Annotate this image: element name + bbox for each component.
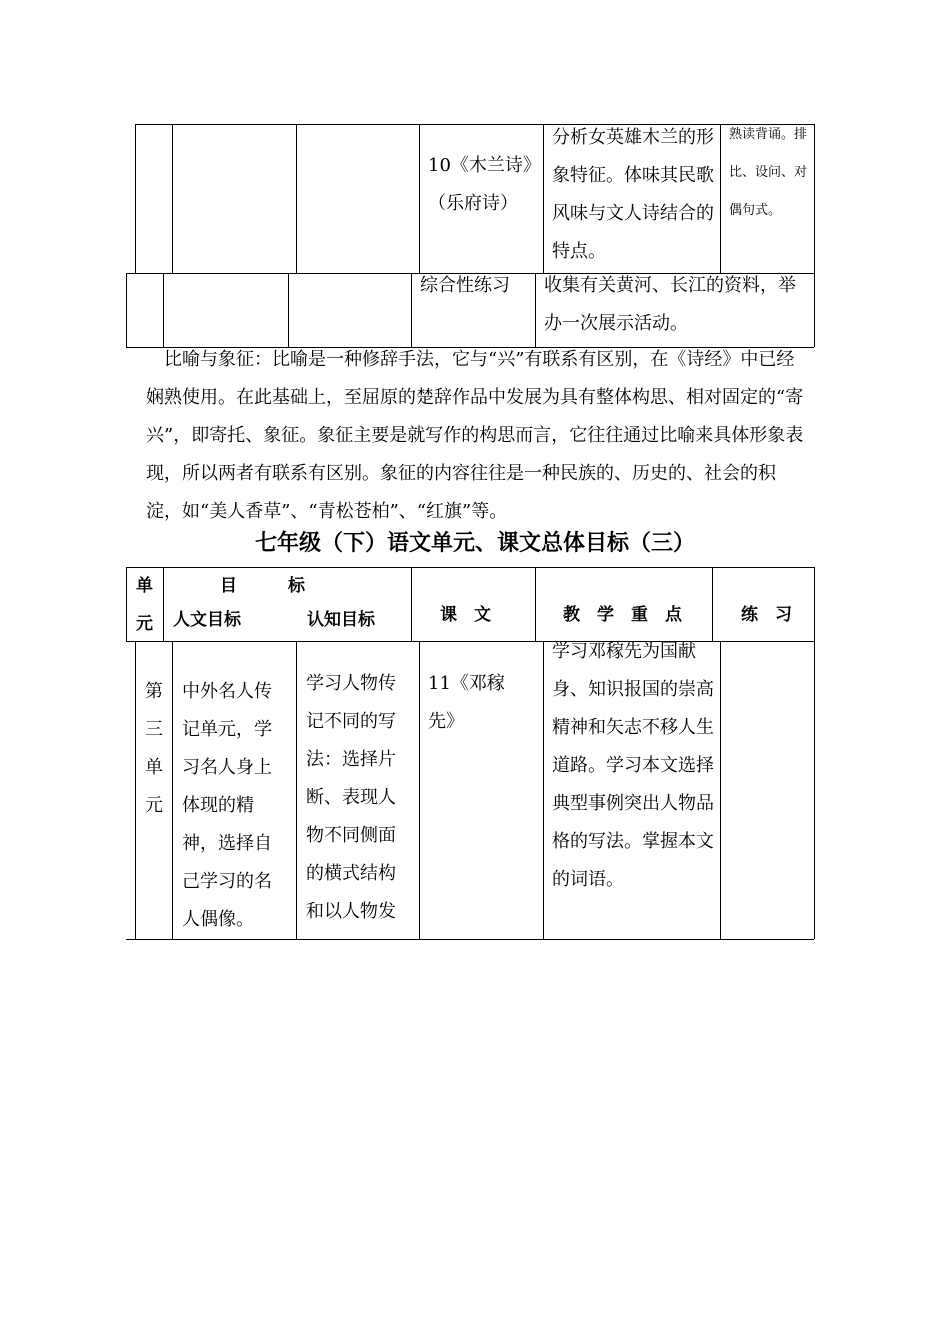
table-1-comprehensive-focus: 收集有关黄河、长江的资料，举办一次展示活动。 xyxy=(544,275,796,334)
lesson-cell: 11《邓稼先》 xyxy=(428,673,505,732)
header-cognitive-goal: 认知目标 xyxy=(307,610,375,630)
unit-char-4: 元 xyxy=(145,795,163,816)
metaphor-symbol-paragraph: 比喻与象征：比喻是一种修辞手法，它与“兴”有联系有区别，在《诗经》中已经娴熟使用。在此基础上，至屈原的楚辞作品中发展为具有整体构思、相对固定的“寄兴”，即寄托、象征。象征主要是就写作的构思而言，它往往通过比喻来具体形象表现，所以两者有联系有区别。象征的内容往往是一种民族的、历史的、社会的积淀，如“美人香草”、“青松苍柏”、“红旗”等。 xyxy=(146,349,804,522)
teaching-focus-cell: 学习邓稼先为国献身、知识报国的崇高精神和矢志不移人生道路。学习本文选择典型事例突出人物品格的写法。掌握本文的词语。 xyxy=(552,641,714,890)
table-1-comprehensive-lesson: 综合性练习 xyxy=(420,275,510,296)
unit-char-1: 第 xyxy=(145,681,163,702)
header-goals: 目 标 xyxy=(220,576,305,596)
header-lesson: 课 文 xyxy=(440,605,491,625)
cognitive-goal-cell: 学习人物传记不同的写法：选择片断、表现人物不同侧面的横式结构和以人物发 xyxy=(306,673,396,922)
unit-char-2: 三 xyxy=(145,719,163,740)
header-humanities-goal: 人文目标 xyxy=(173,610,241,630)
table-1-focus-cell: 分析女英雄木兰的形象特征。体味其民歌风味与文人诗结合的特点。 xyxy=(552,127,714,262)
unit-char-3: 单 xyxy=(145,757,163,778)
table-1-practice-cell: 熟读背诵。排比、设问、对偶句式。 xyxy=(729,127,808,218)
header-teaching-focus: 教 学 重 点 xyxy=(563,605,682,625)
humanities-goal-cell: 中外名人传记单元，学习名人身上体现的精神，选择自己学习的名人偶像。 xyxy=(182,681,272,930)
header-unit-b: 元 xyxy=(136,614,153,634)
section-title: 七年级（下）语文单元、课文总体目标（三） xyxy=(254,531,695,556)
header-practice: 练 习 xyxy=(741,605,792,625)
table-1-lesson-cell: 10《木兰诗》（乐府诗） xyxy=(428,155,532,214)
header-unit-a: 单 xyxy=(136,576,153,596)
